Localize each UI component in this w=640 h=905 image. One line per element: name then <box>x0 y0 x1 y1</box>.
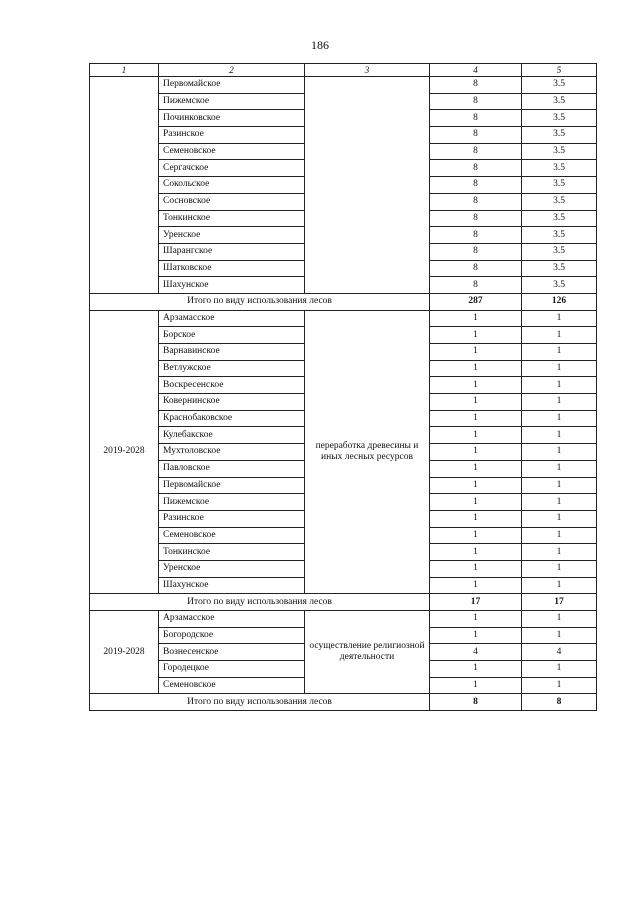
value-cell-col5: 1 <box>522 560 597 577</box>
value-cell-col4: 8 <box>430 143 522 160</box>
value-cell-col5: 1 <box>522 611 597 628</box>
value-cell-col4: 8 <box>430 193 522 210</box>
forestry-name-cell: Павловское <box>159 460 305 477</box>
forestry-name-cell: Пижемское <box>159 494 305 511</box>
total-value-col5: 126 <box>522 293 597 310</box>
value-cell-col4: 1 <box>430 410 522 427</box>
value-cell-col5: 3.5 <box>522 243 597 260</box>
forestry-name-cell: Краснобаковское <box>159 410 305 427</box>
column-number-2: 2 <box>159 64 305 77</box>
forestry-name-cell: Вознесенское <box>159 644 305 661</box>
value-cell-col4: 1 <box>430 494 522 511</box>
value-cell-col4: 8 <box>430 93 522 110</box>
value-cell-col5: 1 <box>522 377 597 394</box>
forestry-name-cell: Уренское <box>159 560 305 577</box>
table-row <box>90 77 597 94</box>
value-cell-col4: 1 <box>430 394 522 411</box>
value-cell-col5: 3.5 <box>522 143 597 160</box>
total-row <box>90 594 597 611</box>
period-cell: 2019-2028 <box>90 310 159 594</box>
value-cell-col4: 4 <box>430 644 522 661</box>
forestry-name-cell: Разинское <box>159 510 305 527</box>
value-cell-col5: 1 <box>522 410 597 427</box>
forestry-name-cell: Арзамасское <box>159 611 305 628</box>
total-value-col4: 8 <box>430 694 522 711</box>
total-row <box>90 293 597 310</box>
forestry-name-cell: Шахунское <box>159 577 305 594</box>
value-cell-col5: 1 <box>522 494 597 511</box>
total-label-cell: Итого по виду использования лесов <box>90 293 430 310</box>
forestry-name-cell: Уренское <box>159 227 305 244</box>
value-cell-col5: 3.5 <box>522 193 597 210</box>
value-cell-col5: 1 <box>522 460 597 477</box>
value-cell-col4: 8 <box>430 277 522 294</box>
value-cell-col5: 1 <box>522 577 597 594</box>
value-cell-col5: 1 <box>522 510 597 527</box>
value-cell-col5: 1 <box>522 427 597 444</box>
forestry-name-cell: Городецкое <box>159 661 305 678</box>
forestry-name-cell: Первомайское <box>159 477 305 494</box>
value-cell-col5: 3.5 <box>522 160 597 177</box>
value-cell-col5: 3.5 <box>522 177 597 194</box>
forestry-name-cell: Первомайское <box>159 77 305 94</box>
forestry-name-cell: Сосновское <box>159 193 305 210</box>
total-label-cell: Итого по виду использования лесов <box>90 694 430 711</box>
value-cell-col4: 1 <box>430 427 522 444</box>
value-cell-col4: 1 <box>430 344 522 361</box>
value-cell-col4: 1 <box>430 677 522 694</box>
value-cell-col4: 1 <box>430 444 522 461</box>
forestry-name-cell: Починковское <box>159 110 305 127</box>
forest-use-type-cell: осуществление религиозной деятельности <box>305 611 430 694</box>
forest-use-type-cell: переработка древесины и иных лесных ресурсов <box>305 310 430 594</box>
value-cell-col5: 3.5 <box>522 77 597 94</box>
value-cell-col5: 3.5 <box>522 93 597 110</box>
period-cell <box>90 77 159 294</box>
forestry-name-cell: Борское <box>159 327 305 344</box>
forestry-name-cell: Кулебакское <box>159 427 305 444</box>
total-value-col4: 287 <box>430 293 522 310</box>
value-cell-col5: 4 <box>522 644 597 661</box>
column-number-5: 5 <box>522 64 597 77</box>
value-cell-col4: 8 <box>430 227 522 244</box>
column-number-4: 4 <box>430 64 522 77</box>
page-number: 186 <box>311 38 329 52</box>
table-row <box>90 310 597 327</box>
value-cell-col5: 1 <box>522 360 597 377</box>
value-cell-col5: 3.5 <box>522 110 597 127</box>
value-cell-col4: 1 <box>430 327 522 344</box>
value-cell-col5: 1 <box>522 527 597 544</box>
value-cell-col4: 8 <box>430 260 522 277</box>
forestry-name-cell: Семеновское <box>159 527 305 544</box>
value-cell-col4: 1 <box>430 544 522 561</box>
value-cell-col5: 1 <box>522 394 597 411</box>
forestry-name-cell: Тонкинское <box>159 544 305 561</box>
value-cell-col5: 1 <box>522 477 597 494</box>
forestry-name-cell: Пижемское <box>159 93 305 110</box>
forestry-name-cell: Ветлужское <box>159 360 305 377</box>
value-cell-col4: 1 <box>430 560 522 577</box>
value-cell-col5: 3.5 <box>522 227 597 244</box>
value-cell-col4: 1 <box>430 661 522 678</box>
forestry-name-cell: Воскресенское <box>159 377 305 394</box>
value-cell-col4: 1 <box>430 310 522 327</box>
forestry-name-cell: Шахунское <box>159 277 305 294</box>
forestry-name-cell: Семеновское <box>159 677 305 694</box>
value-cell-col4: 8 <box>430 177 522 194</box>
value-cell-col4: 1 <box>430 527 522 544</box>
forest-use-table <box>89 63 597 711</box>
column-number-3: 3 <box>305 64 430 77</box>
forestry-name-cell: Варнавинское <box>159 344 305 361</box>
total-label-cell: Итого по виду использования лесов <box>90 594 430 611</box>
value-cell-col5: 1 <box>522 344 597 361</box>
value-cell-col4: 1 <box>430 611 522 628</box>
value-cell-col5: 1 <box>522 661 597 678</box>
value-cell-col4: 1 <box>430 460 522 477</box>
total-value-col5: 17 <box>522 594 597 611</box>
forestry-name-cell: Семеновское <box>159 143 305 160</box>
forest-use-type-cell <box>305 77 430 294</box>
forestry-name-cell: Сокольское <box>159 177 305 194</box>
value-cell-col5: 1 <box>522 544 597 561</box>
total-value-col5: 8 <box>522 694 597 711</box>
forestry-name-cell: Разинское <box>159 127 305 144</box>
value-cell-col5: 3.5 <box>522 127 597 144</box>
value-cell-col5: 1 <box>522 627 597 644</box>
table-row <box>90 611 597 628</box>
value-cell-col5: 1 <box>522 327 597 344</box>
value-cell-col5: 1 <box>522 677 597 694</box>
value-cell-col4: 1 <box>430 627 522 644</box>
value-cell-col5: 1 <box>522 444 597 461</box>
forestry-name-cell: Сергачское <box>159 160 305 177</box>
value-cell-col4: 1 <box>430 377 522 394</box>
forestry-name-cell: Шарангское <box>159 243 305 260</box>
value-cell-col4: 1 <box>430 510 522 527</box>
column-number-header-row <box>90 64 597 77</box>
value-cell-col4: 8 <box>430 160 522 177</box>
value-cell-col5: 3.5 <box>522 260 597 277</box>
value-cell-col4: 8 <box>430 127 522 144</box>
total-value-col4: 17 <box>430 594 522 611</box>
value-cell-col5: 1 <box>522 310 597 327</box>
value-cell-col4: 8 <box>430 77 522 94</box>
forestry-name-cell: Ковернинское <box>159 394 305 411</box>
forestry-name-cell: Тонкинское <box>159 210 305 227</box>
total-row <box>90 694 597 711</box>
column-number-1: 1 <box>90 64 159 77</box>
forestry-name-cell: Богородское <box>159 627 305 644</box>
forestry-name-cell: Арзамасское <box>159 310 305 327</box>
forestry-name-cell: Мухтоловское <box>159 444 305 461</box>
value-cell-col4: 8 <box>430 243 522 260</box>
period-cell: 2019-2028 <box>90 611 159 694</box>
value-cell-col4: 8 <box>430 110 522 127</box>
value-cell-col5: 3.5 <box>522 277 597 294</box>
value-cell-col5: 3.5 <box>522 210 597 227</box>
forestry-name-cell: Шатковское <box>159 260 305 277</box>
value-cell-col4: 1 <box>430 577 522 594</box>
value-cell-col4: 8 <box>430 210 522 227</box>
value-cell-col4: 1 <box>430 360 522 377</box>
value-cell-col4: 1 <box>430 477 522 494</box>
